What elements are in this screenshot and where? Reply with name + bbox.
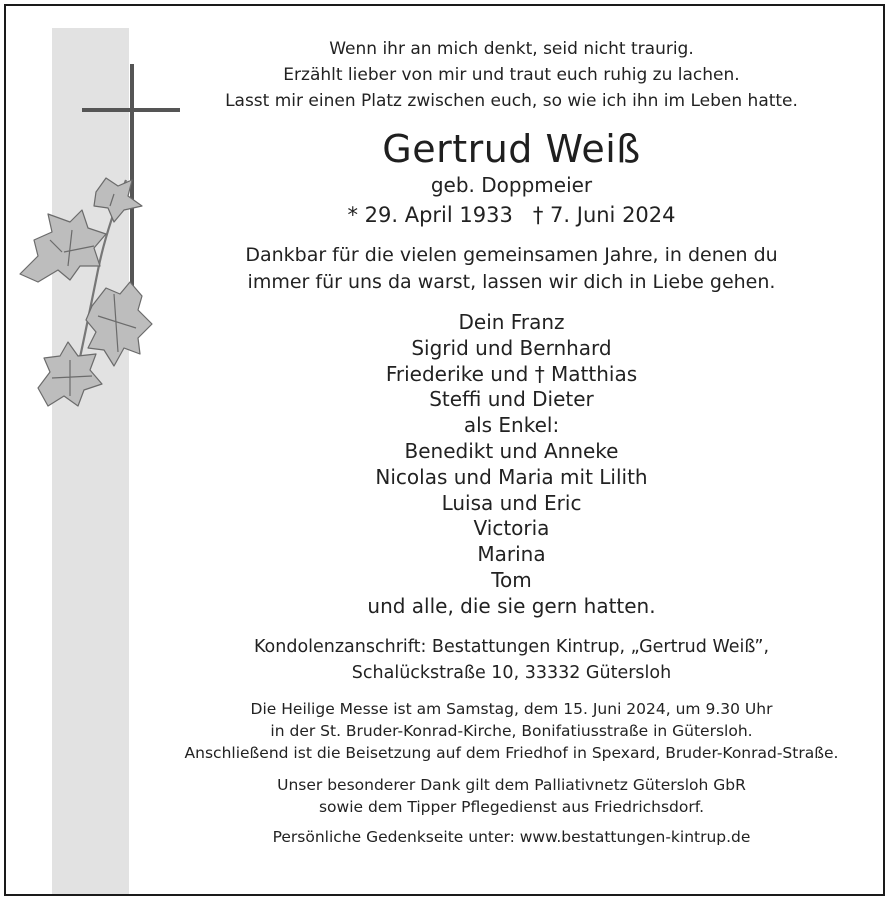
- notice-content: [156, 6, 867, 848]
- special-thanks: [156, 774, 867, 818]
- address-line: Schalückstraße 10, 33332 Gütersloh: [351, 662, 672, 683]
- mass-line: Anschließend ist die Beisetzung auf dem Friedhof in Spexard, Bruder-Konrad-Straße.: [184, 743, 839, 762]
- verse-line: Wenn ihr an mich denkt, seid nicht traurig.: [329, 39, 694, 59]
- ivy-icon: [14, 170, 154, 430]
- mourner-entry: und alle, die sie gern hatten.: [367, 593, 656, 618]
- mass-line: in der St. Bruder-Konrad-Kirche, Bonifatiusstraße in Gütersloh.: [270, 721, 753, 740]
- birth-date: * 29. April 1933: [347, 203, 513, 227]
- obituary-notice: [4, 4, 885, 896]
- memorial-verse: [156, 36, 867, 114]
- gratitude-line: immer für uns da warst, lassen wir dich in Liebe gehen.: [247, 271, 776, 293]
- decorative-stripe: [52, 28, 129, 896]
- gratitude-text: [156, 242, 867, 296]
- mourners-list: [156, 310, 867, 620]
- mourner-entry: Nicolas und Maria mit Lilith: [375, 464, 648, 489]
- memorial-page-link: Persönliche Gedenkseite unter: www.bestattungen-kintrup.de: [272, 827, 751, 846]
- deceased-name: Gertrud Weiß: [382, 127, 641, 171]
- gratitude-line: Dankbar für die vielen gemeinsamen Jahre, in denen du: [245, 244, 778, 266]
- mourner-entry: Friederike und † Matthias: [385, 361, 638, 386]
- verse-line: Erzählt lieber von mir und traut euch ruhig zu lachen.: [283, 65, 740, 85]
- life-dates: [156, 198, 867, 232]
- mourner-entry: Victoria: [473, 516, 550, 541]
- mourner-entry: Tom: [491, 567, 532, 592]
- thanks-line: sowie dem Tipper Pflegedienst aus Friedrichsdorf.: [318, 797, 705, 816]
- mourner-entry: Steffi und Dieter: [429, 387, 594, 412]
- funeral-mass-info: [156, 698, 867, 764]
- mourner-entry: als Enkel:: [463, 413, 560, 438]
- verse-line: Lasst mir einen Platz zwischen euch, so wie ich ihn im Leben hatte.: [225, 91, 798, 111]
- mourner-entry: Marina: [477, 542, 546, 567]
- mourner-entry: Dein Franz: [458, 310, 565, 334]
- death-date: † 7. Juni 2024: [532, 203, 676, 227]
- mourner-entry: Benedikt und Anneke: [404, 438, 619, 463]
- mourner-entry: Luisa und Eric: [441, 490, 582, 515]
- condolence-address: [156, 634, 867, 686]
- address-line: Kondolenzanschrift: Bestattungen Kintrup, „Gertrud Weiß”,: [253, 636, 770, 657]
- mourner-entry: Sigrid und Bernhard: [411, 335, 612, 360]
- thanks-line: Unser besonderer Dank gilt dem Palliativnetz Gütersloh GbR: [277, 775, 746, 794]
- maiden-name: geb. Doppmeier: [430, 173, 593, 197]
- mass-line: Die Heilige Messe ist am Samstag, dem 15. Juni 2024, um 9.30 Uhr: [250, 699, 773, 718]
